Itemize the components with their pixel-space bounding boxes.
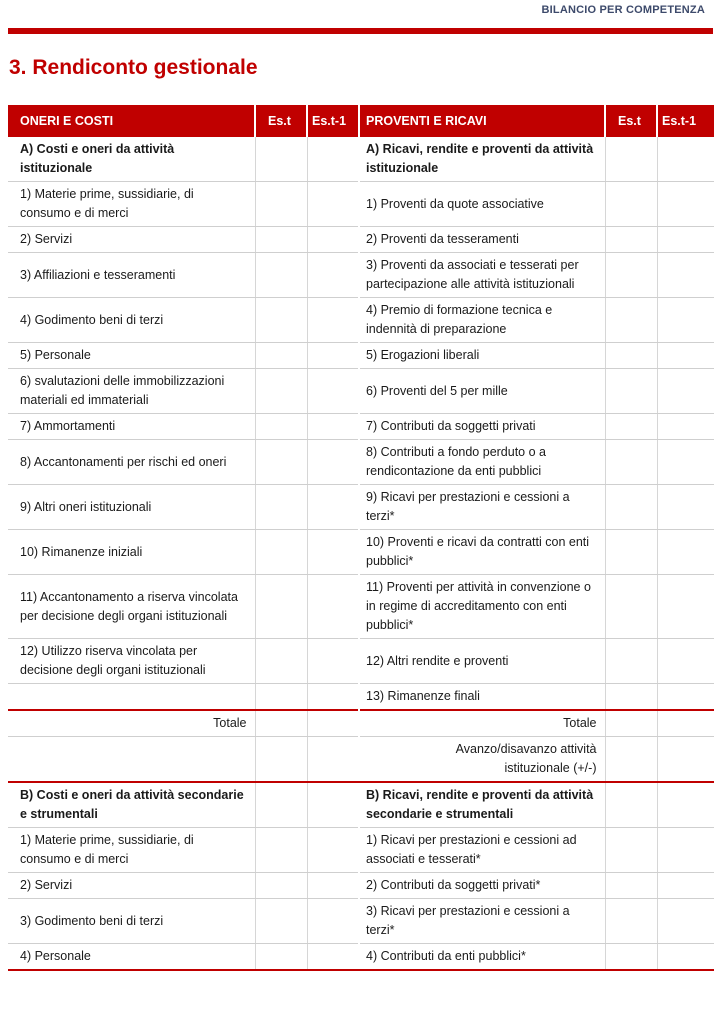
left-est1-cell: [307, 828, 359, 873]
column-header-oneri-costi: ONERI E COSTI: [8, 105, 255, 137]
right-est-cell: [605, 828, 657, 873]
table-header-row: [8, 105, 714, 137]
table-row: [8, 440, 714, 485]
column-header-right-est: Es.t: [605, 105, 657, 137]
left-est1-cell: [307, 137, 359, 182]
table-row: [8, 227, 714, 253]
left-est1-cell: [307, 227, 359, 253]
table-row: [8, 575, 714, 639]
rendiconto-table: [8, 105, 714, 971]
row-left-label: 11) Accantonamento a riserva vincolata per decisione degli organi istituzionali: [8, 575, 255, 639]
left-est-cell: [255, 873, 307, 899]
right-est-cell: [605, 575, 657, 639]
row-right-label: 4) Premio di formazione tecnica e indennità di preparazione: [359, 298, 605, 343]
left-est1-cell: [307, 710, 359, 737]
right-est-cell: [605, 737, 657, 783]
right-est1-cell: [657, 343, 714, 369]
row-right-label: 9) Ricavi per prestazioni e cessioni a terzi*: [359, 485, 605, 530]
row-left-label: 3) Godimento beni di terzi: [8, 899, 255, 944]
left-est-cell: [255, 440, 307, 485]
right-est1-cell: [657, 944, 714, 971]
right-est1-cell: [657, 639, 714, 684]
column-header-right-est1: Es.t-1: [657, 105, 714, 137]
left-est-cell: [255, 828, 307, 873]
right-est1-cell: [657, 137, 714, 182]
left-est-cell: [255, 137, 307, 182]
row-left-label: [8, 737, 255, 783]
left-est1-cell: [307, 369, 359, 414]
table-row: [8, 782, 714, 828]
right-est-cell: [605, 782, 657, 828]
left-est-cell: [255, 182, 307, 227]
table-row: [8, 414, 714, 440]
right-est1-cell: [657, 873, 714, 899]
right-est-cell: [605, 710, 657, 737]
document-section-label: BILANCIO PER COMPETENZA: [541, 4, 705, 16]
right-est-cell: [605, 253, 657, 298]
right-est1-cell: [657, 414, 714, 440]
left-est-cell: [255, 530, 307, 575]
row-right-label: A) Ricavi, rendite e proventi da attività istituzionale: [359, 137, 605, 182]
table-row: [8, 253, 714, 298]
row-right-label: 10) Proventi e ricavi da contratti con enti pubblici*: [359, 530, 605, 575]
left-est-cell: [255, 369, 307, 414]
left-est1-cell: [307, 575, 359, 639]
left-est-cell: [255, 253, 307, 298]
total-row: [8, 710, 714, 737]
left-est1-cell: [307, 684, 359, 711]
row-left-label: 7) Ammortamenti: [8, 414, 255, 440]
right-est-cell: [605, 343, 657, 369]
row-right-label: 13) Rimanenze finali: [359, 684, 605, 711]
header-rule: [8, 28, 713, 34]
avanzo-row: [8, 737, 714, 783]
row-left-label: 9) Altri oneri istituzionali: [8, 485, 255, 530]
row-right-label: 4) Contributi da enti pubblici*: [359, 944, 605, 971]
right-est-cell: [605, 485, 657, 530]
page-title: 3. Rendiconto gestionale: [9, 56, 258, 79]
left-est-cell: [255, 684, 307, 711]
right-est1-cell: [657, 298, 714, 343]
row-right-label: 1) Proventi da quote associative: [359, 182, 605, 227]
column-header-proventi-ricavi: PROVENTI E RICAVI: [359, 105, 605, 137]
right-est-cell: [605, 639, 657, 684]
row-left-label: 12) Utilizzo riserva vincolata per decisione degli organi istituzionali: [8, 639, 255, 684]
row-left-label: 2) Servizi: [8, 227, 255, 253]
right-est1-cell: [657, 684, 714, 711]
right-est-cell: [605, 227, 657, 253]
left-est1-cell: [307, 253, 359, 298]
left-est1-cell: [307, 440, 359, 485]
table-row: [8, 485, 714, 530]
table-row: [8, 684, 714, 711]
right-est-cell: [605, 944, 657, 971]
left-est-cell: [255, 710, 307, 737]
right-est1-cell: [657, 899, 714, 944]
left-est-cell: [255, 485, 307, 530]
row-right-label: 2) Proventi da tesseramenti: [359, 227, 605, 253]
table-row: [8, 182, 714, 227]
left-est1-cell: [307, 414, 359, 440]
right-est-cell: [605, 182, 657, 227]
row-right-label: 5) Erogazioni liberali: [359, 343, 605, 369]
right-est1-cell: [657, 485, 714, 530]
total-right-label: Totale: [359, 710, 605, 737]
right-est-cell: [605, 369, 657, 414]
row-left-label: 6) svalutazioni delle immobilizzazioni materiali ed immateriali: [8, 369, 255, 414]
right-est1-cell: [657, 782, 714, 828]
row-left-label: 5) Personale: [8, 343, 255, 369]
left-est1-cell: [307, 944, 359, 971]
row-right-label: 8) Contributi a fondo perduto o a rendicontazione da enti pubblici: [359, 440, 605, 485]
column-header-left-est: Es.t: [255, 105, 307, 137]
left-est-cell: [255, 737, 307, 783]
row-left-label: [8, 684, 255, 711]
right-est1-cell: [657, 710, 714, 737]
row-left-label: 4) Godimento beni di terzi: [8, 298, 255, 343]
left-est1-cell: [307, 182, 359, 227]
row-right-label: 11) Proventi per attività in convenzione o in regime di accreditamento con enti pubblici*: [359, 575, 605, 639]
row-left-label: 1) Materie prime, sussidiarie, di consumo e di merci: [8, 182, 255, 227]
right-est-cell: [605, 440, 657, 485]
left-est-cell: [255, 782, 307, 828]
right-est-cell: [605, 137, 657, 182]
right-est1-cell: [657, 253, 714, 298]
row-right-label: 6) Proventi del 5 per mille: [359, 369, 605, 414]
left-est1-cell: [307, 530, 359, 575]
left-est-cell: [255, 298, 307, 343]
right-est1-cell: [657, 737, 714, 783]
table-row: [8, 873, 714, 899]
left-est-cell: [255, 639, 307, 684]
total-left-label: Totale: [8, 710, 255, 737]
right-est-cell: [605, 684, 657, 711]
row-left-label: 1) Materie prime, sussidiarie, di consumo e di merci: [8, 828, 255, 873]
table-row: [8, 369, 714, 414]
right-est-cell: [605, 530, 657, 575]
table-row: [8, 639, 714, 684]
left-est1-cell: [307, 298, 359, 343]
left-est1-cell: [307, 737, 359, 783]
row-left-label: A) Costi e oneri da attività istituzionale: [8, 137, 255, 182]
left-est-cell: [255, 899, 307, 944]
row-right-label: 1) Ricavi per prestazioni e cessioni ad associati e tesserati*: [359, 828, 605, 873]
table-row: [8, 828, 714, 873]
right-est-cell: [605, 899, 657, 944]
right-est1-cell: [657, 227, 714, 253]
row-left-label: 3) Affiliazioni e tesseramenti: [8, 253, 255, 298]
left-est-cell: [255, 575, 307, 639]
row-right-label: 2) Contributi da soggetti privati*: [359, 873, 605, 899]
row-left-label: 10) Rimanenze iniziali: [8, 530, 255, 575]
row-right-label: B) Ricavi, rendite e proventi da attività secondarie e strumentali: [359, 782, 605, 828]
left-est-cell: [255, 227, 307, 253]
table-row: [8, 298, 714, 343]
right-est1-cell: [657, 530, 714, 575]
row-right-label: 7) Contributi da soggetti privati: [359, 414, 605, 440]
table-row: [8, 899, 714, 944]
row-left-label: B) Costi e oneri da attività secondarie e strumentali: [8, 782, 255, 828]
left-est1-cell: [307, 485, 359, 530]
right-est1-cell: [657, 182, 714, 227]
left-est-cell: [255, 944, 307, 971]
right-est-cell: [605, 414, 657, 440]
column-header-left-est1: Es.t-1: [307, 105, 359, 137]
right-est-cell: [605, 873, 657, 899]
right-est1-cell: [657, 440, 714, 485]
row-left-label: 2) Servizi: [8, 873, 255, 899]
right-est1-cell: [657, 828, 714, 873]
right-est1-cell: [657, 369, 714, 414]
right-est-cell: [605, 298, 657, 343]
left-est1-cell: [307, 639, 359, 684]
left-est-cell: [255, 343, 307, 369]
avanzo-label: Avanzo/disavanzo attività istituzionale (+/-): [359, 737, 605, 783]
row-left-label: 4) Personale: [8, 944, 255, 971]
left-est1-cell: [307, 782, 359, 828]
table-row: [8, 530, 714, 575]
row-right-label: 12) Altri rendite e proventi: [359, 639, 605, 684]
row-left-label: 8) Accantonamenti per rischi ed oneri: [8, 440, 255, 485]
table-row: [8, 944, 714, 971]
left-est1-cell: [307, 343, 359, 369]
right-est1-cell: [657, 575, 714, 639]
left-est-cell: [255, 414, 307, 440]
row-right-label: 3) Proventi da associati e tesserati per partecipazione alle attività istituzionali: [359, 253, 605, 298]
table-row: [8, 343, 714, 369]
left-est1-cell: [307, 873, 359, 899]
row-right-label: 3) Ricavi per prestazioni e cessioni a terzi*: [359, 899, 605, 944]
table-row: [8, 137, 714, 182]
left-est1-cell: [307, 899, 359, 944]
